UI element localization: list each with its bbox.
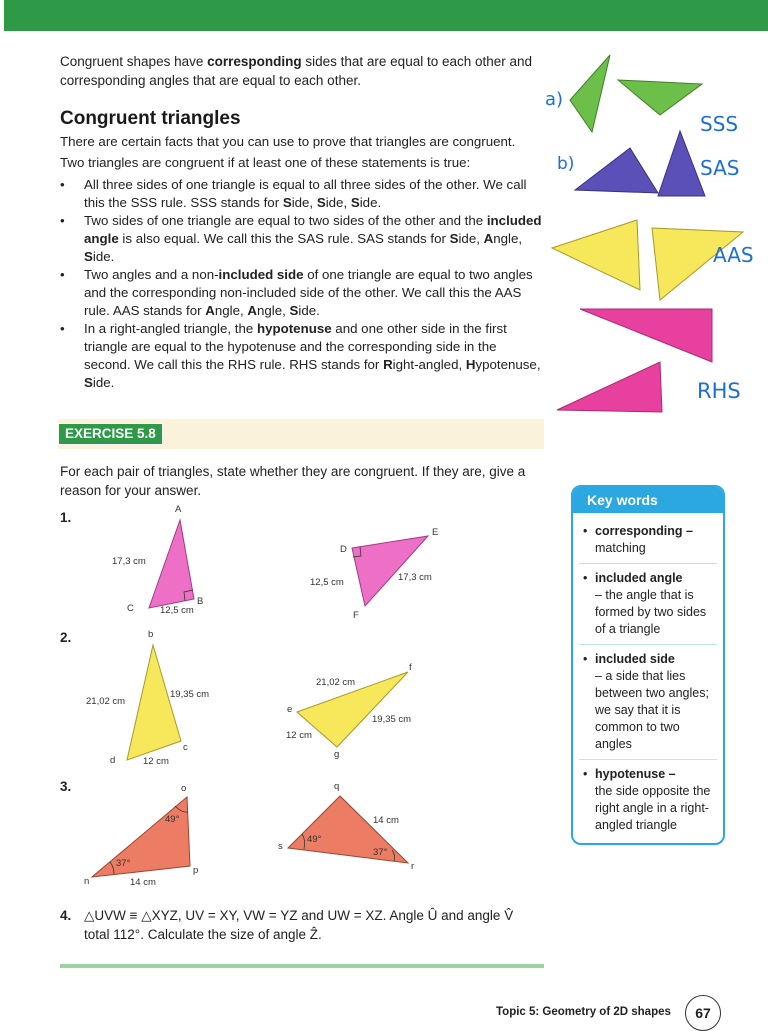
rule-letter: S [84,375,93,390]
vertex-o-label: o [181,783,187,794]
rule-text: of one triangle are equal to two angles and the corresponding non-included side of the other. We call this the AAS rule. AAS stands for [84,267,533,318]
vertex-n-label: n [84,876,90,887]
vertex-b-label: B [197,596,204,607]
key-word-term: corresponding [595,524,683,538]
rule-text: ypotenuse, [475,357,541,372]
purple-triangle-1 [575,148,658,193]
intro-text: Congruent shapes have [60,54,208,69]
intro-bold: corresponding [207,54,302,69]
rule-text: ide. [359,195,382,210]
intro-text-end: sides that are equal to each other and corresponding angles that are equal to each other. [60,54,533,88]
rule-text: ngle, [256,303,290,318]
angle-r-label: 37° [373,847,388,858]
vertex-c-label: c [183,742,188,753]
rule-letter: A [205,303,215,318]
key-word-term: included angle [595,571,683,585]
rule-text: In a right-angled triangle, the [84,321,257,336]
rule-letter: S [282,195,292,210]
key-words-title: Key words [573,487,723,513]
paragraph-facts: There are certain facts that you can use to prove that triangles are congruent. [60,134,516,149]
side-cb-label: 12,5 cm [160,605,194,616]
vertex-d-label: d [110,755,116,766]
side-ef-label: 21,02 cm [316,677,356,688]
key-word-item [579,651,717,760]
question-1-figures [112,504,438,621]
rule-letter: H [465,357,476,372]
rule-text: Two sides of one triangle are equal to two sides of the other and the [84,213,487,228]
side-dc-label: 12 cm [143,756,169,767]
vertex-e-label: e [287,704,293,715]
key-word-sep: – [665,767,676,781]
rule-text: is also equal. We call this the SAS rule. SAS stands for [118,231,450,246]
side-gf-label: 19,35 cm [372,714,412,725]
vertex-e-label: E [432,527,439,538]
key-word-term: included side [595,652,675,666]
rule-text: ight-angled, [392,357,466,372]
key-word-sep: – [682,524,693,538]
side-bd-label: 21,02 cm [86,696,126,707]
rule-text: ide, [291,195,317,210]
green-triangle-2 [618,80,702,115]
rule-bold: hypotenuse [256,321,332,336]
vertex-f-label: f [409,662,412,673]
footer-topic: Topic 5: Geometry of 2D shapes [496,1006,671,1018]
vertex-g-label: g [334,749,340,760]
annotation-a: a) [545,89,564,110]
exercise-instructions: For each pair of triangles, state whether they are congruent. If they are, give a reason for your answer. [60,464,526,498]
paragraph-statements: Two triangles are congruent if at least one of these statements is true: [60,155,471,170]
rule-text: ide. [298,303,320,318]
exercise-label: EXERCISE 5.8 [58,423,163,445]
key-word-definition: – a side that lies between two angles; we say that it is common to two angles [595,669,709,751]
annotation-figures [552,55,743,412]
key-word-definition: matching [595,541,646,555]
rule-letter: S [449,231,459,246]
side-fe-label: 17,3 cm [398,572,432,583]
side-qr-label: 14 cm [373,815,399,826]
rule-text: ngle, [493,231,523,246]
rule-text: ide, [325,195,351,210]
green-triangle-1 [570,55,610,132]
rule-text: ngle, [214,303,248,318]
question-4 [60,906,540,944]
triangle-abc [149,520,194,608]
triangle-def [352,536,428,606]
key-words-list [573,513,723,840]
question-2-figures [86,629,412,767]
vertex-s-label: s [278,841,283,852]
side-np-label: 14 cm [130,877,156,888]
key-word-item [579,766,717,840]
angle-s-label: 49° [307,834,322,845]
side-ac-label: 17,3 cm [112,556,146,567]
side-eg-label: 12 cm [286,730,312,741]
pink-triangle-2 [557,362,662,412]
annotation-aas: AAS [713,243,754,267]
rule-text: Two angles and a non- [84,267,219,282]
vertex-b-label: b [148,629,154,640]
vertex-d-label: D [340,544,347,555]
vertex-p-label: p [193,865,199,876]
question-2-number: 2. [60,630,72,645]
angle-o-label: 49° [165,814,180,825]
vertex-r-label: r [411,861,415,872]
key-word-definition: the side opposite the right angle in a right-angled triangle [595,784,711,832]
section-heading: Congruent triangles [60,108,241,129]
rule-bold: included angle [84,213,542,246]
annotation-sss: SSS [700,112,739,136]
question-4-line2: total 112°. Calculate the size of angle Ẑ. [84,927,322,942]
annotation-b: b) [557,154,575,174]
vertex-c-label: C [127,603,134,614]
rule-letter: S [84,249,93,264]
rule-letter: A [247,303,257,318]
vertex-q-label: q [334,781,340,792]
footer-rule [60,964,544,968]
key-word-term: hypotenuse [595,767,666,781]
vertex-f-label: F [353,610,359,621]
annotation-sas: SAS [700,156,740,180]
key-words-box [571,485,725,845]
rule-letter: S [289,303,299,318]
rule-text: ide. [92,249,115,264]
pink-triangle [580,309,712,362]
rule-text: ide. [92,375,115,390]
key-word-definition: – the angle that is formed by two sides of a triangle [595,588,707,636]
question-4-line1: △UVW ≡ △XYZ, UV = XY, VW = YZ and UW = XZ. Angle Û and angle V̂ [84,908,514,923]
rule-bold: included side [218,267,304,282]
rule-letter: R [383,357,393,372]
annotation-rhs: RHS [697,379,741,403]
rule-text: All three sides of one triangle is equal to all three sides of the other. We call this the SSS rule. SSS stands for [84,177,527,210]
yellow-triangle-1 [552,220,640,290]
rule-text: ide, [458,231,484,246]
side-bc-label: 19,35 cm [170,689,210,700]
question-3-figures [84,781,414,888]
rule-letter: S [350,195,360,210]
triangle-bcd [127,645,181,760]
triangle-qrs [288,796,408,863]
page-number: 67 [685,995,721,1031]
purple-triangle-2 [658,131,705,196]
side-df-label: 12,5 cm [310,577,344,588]
triangle-nop [92,797,190,877]
question-4-number: 4. [60,908,72,923]
angle-n-label: 37° [116,858,131,869]
rule-letter: S [316,195,326,210]
question-3-number: 3. [60,779,72,794]
rule-text: and one other side in the first triangle are equal to the hypotenuse and the corresponding side in the second. We call this the RHS rule. RHS stands for [84,321,507,372]
vertex-a-label: A [175,504,182,515]
rule-letter: A [483,231,494,246]
question-1-number: 1. [60,510,72,525]
key-word-item [579,523,717,564]
key-word-item [579,570,717,645]
